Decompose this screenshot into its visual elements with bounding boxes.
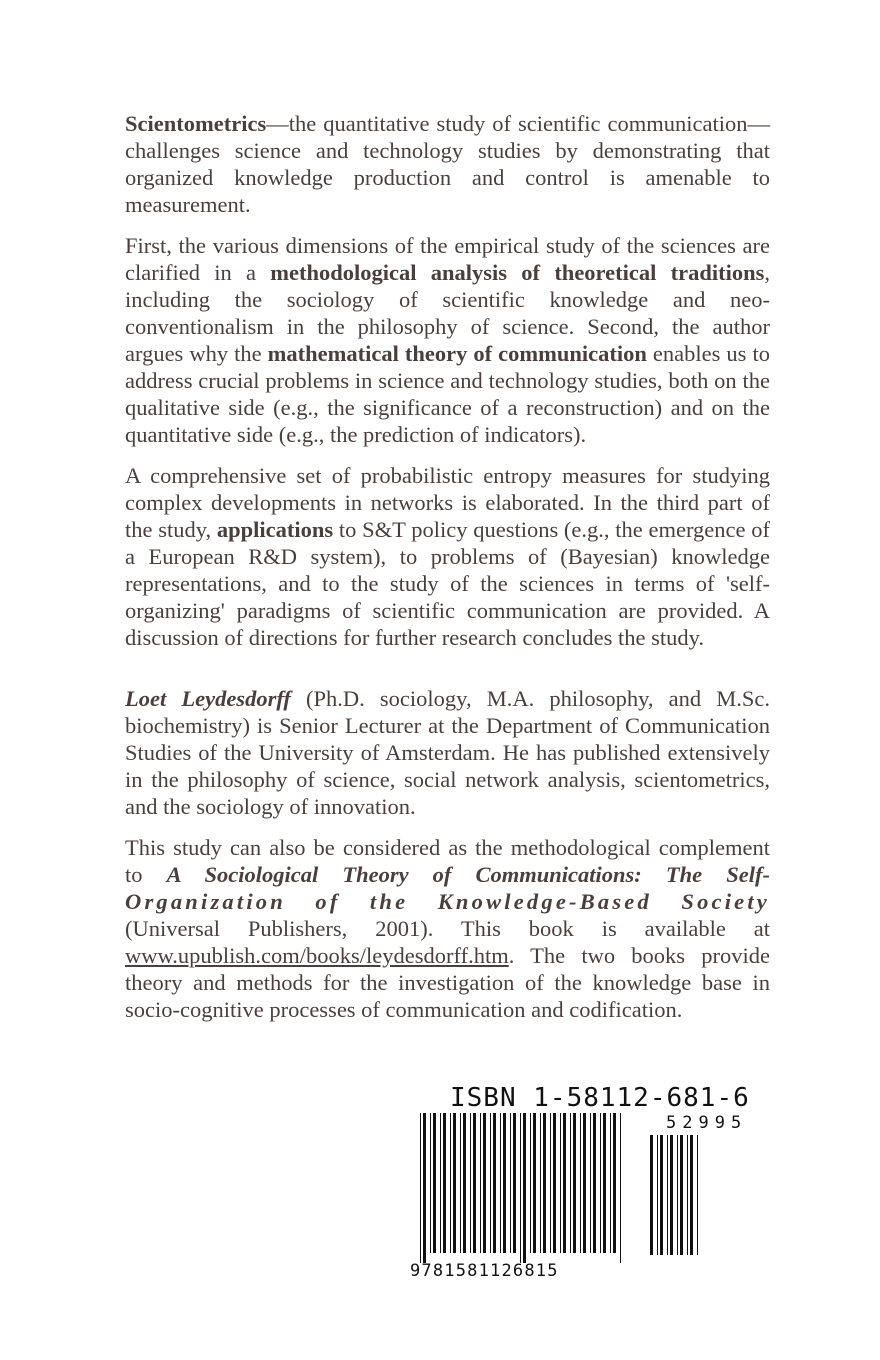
barcode-bar [440, 1113, 441, 1253]
companion-book-title-part1: A Sociological Theory of Communications: The Self- [166, 862, 770, 887]
barcode-bar [593, 1113, 596, 1253]
barcode-bar [473, 1113, 476, 1253]
barcode-bar [533, 1113, 536, 1253]
barcode-bar [560, 1113, 561, 1253]
paragraph-intro: Scientometrics—the quantitative study of scientific communication—challenges science and technology studies by demonstrating that organized knowledge production and control is amenable to measurement. [125, 111, 770, 217]
barcode-bar [697, 1135, 698, 1255]
ean-barcode-bars [420, 1113, 640, 1263]
barcode-bar [600, 1113, 601, 1253]
barcode-bar [677, 1135, 678, 1255]
barcode-bar [503, 1113, 506, 1253]
barcode-bar [670, 1135, 673, 1255]
barcode-bar [687, 1135, 688, 1255]
term-scientometrics: Scientometrics [125, 111, 267, 136]
barcode-bar [470, 1113, 471, 1253]
barcode-bar [550, 1113, 551, 1253]
barcode-bar [420, 1113, 421, 1263]
barcode-bar [483, 1113, 486, 1253]
paragraph-applications: A comprehensive set of probabilistic entropy measures for studying complex developments in networks is elaborated. In the third part of the study, applications to S&T policy questions (e.g., the emergence of a European R&D system), to problems of (Bayesian) knowledge representations, and to the study of the sciences in terms of 'self-organizing' paradigms of scientific communication are provided. A discussion of directions for further research concludes the study. [125, 463, 770, 650]
barcode-bar [510, 1113, 511, 1253]
addon-barcode-bars [650, 1135, 710, 1265]
barcode-bar [583, 1113, 586, 1253]
barcode-bar [443, 1113, 446, 1253]
barcode-bar [430, 1113, 431, 1253]
barcode-bar [680, 1135, 683, 1255]
barcode-bar [480, 1113, 481, 1253]
paragraph-companion-book: This study can also be considered as the methodological complement to A Sociological Theory of Communications: The Self- Organization of the Knowledge-Based Society (Universal Publishers, 2001). This book is available at www.upublish.com/books/leydesdorff.htm. The two books provide theory and methods for the investigation of the knowledge base in socio-cognitive processes of communication and codification. [125, 835, 770, 1022]
author-name: Loet Leydesdorff [125, 686, 291, 711]
barcode-bar [460, 1113, 461, 1253]
barcode-bar [500, 1113, 501, 1253]
barcode-bar [563, 1113, 566, 1253]
barcode-bar [423, 1113, 426, 1263]
barcode-bar [523, 1113, 526, 1263]
ean-digits: 9781581126815 [410, 1261, 559, 1281]
isbn-label: ISBN 1-58112-681-6 [450, 1083, 750, 1113]
barcode-bar [657, 1135, 658, 1255]
barcode-bar [660, 1135, 663, 1255]
upublish-link[interactable]: www.upublish.com/books/leydesdorff.htm [125, 943, 509, 968]
isbn-barcode [410, 1083, 765, 1293]
barcode-bar [450, 1113, 451, 1253]
bold-mathematical-theory: mathematical theory of communication [267, 341, 647, 366]
barcode-bar [603, 1113, 606, 1253]
companion-book-title-part2: Organization of the Knowledge-Based Society [125, 889, 770, 914]
barcode-bar [573, 1113, 576, 1253]
barcode-bar [553, 1113, 556, 1253]
barcode-bar [590, 1113, 591, 1253]
bold-applications: applications [216, 517, 334, 542]
paragraph-methodology: First, the various dimensions of the empirical study of the sciences are clarified in a methodological analysis of theoretical traditions, including the sociology of scientific knowledge and neoconventionalism in the philosophy of science. Second, the author argues why the mathematical theory of communication enables us to address crucial problems in science and technology studies, both on the qualitative side (e.g., the significance of a reconstruction) and on the quantitative side (e.g., the prediction of indicators). [125, 233, 771, 447]
barcode-bar [610, 1113, 611, 1253]
barcode-bar [690, 1135, 693, 1255]
barcode-bar [493, 1113, 496, 1253]
barcode-bar [540, 1113, 541, 1253]
barcode-bar [520, 1113, 521, 1263]
barcode-bar [513, 1113, 516, 1253]
blurb-text [125, 110, 770, 1037]
barcode-bar [490, 1113, 491, 1253]
barcode-bar [543, 1113, 546, 1253]
bold-methodological-analysis: methodological analysis of theoretical traditions [270, 260, 765, 285]
barcode-bar [580, 1113, 581, 1253]
barcode-bar [570, 1113, 571, 1253]
barcode-bar [650, 1135, 653, 1255]
addon-digits: 52995 [666, 1113, 748, 1133]
paragraph-author-bio: Loet Leydesdorff (Ph.D. sociology, M.A. philosophy, and M.Sc. biochemistry) is Senior Lecturer at the Department of Communication Studies of the University of Amsterdam. He has published extensively in the philosophy of science, social network analysis, scientometrics, and the sociology of innovation. [125, 686, 770, 819]
barcode-bar [667, 1135, 668, 1255]
barcode-bar [613, 1113, 616, 1253]
barcode-bar [530, 1113, 531, 1253]
barcode-bar [620, 1113, 621, 1263]
barcode-bar [433, 1113, 436, 1253]
barcode-bar [453, 1113, 456, 1253]
barcode-bar [463, 1113, 466, 1253]
